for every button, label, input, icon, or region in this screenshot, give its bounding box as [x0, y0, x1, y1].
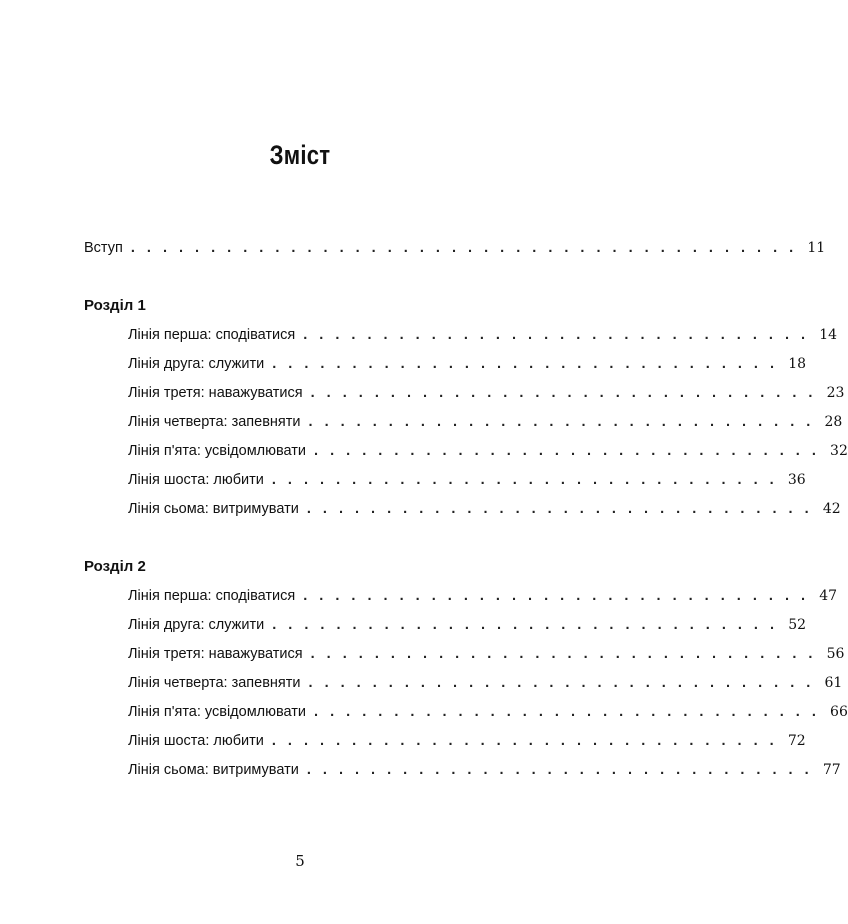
dot-leader: . . . . . . . . . . . . . . . . . . . . . . . . . . . . . . . .	[272, 356, 779, 372]
toc-page-number: 36	[787, 472, 806, 488]
toc-page-number: 61	[824, 675, 843, 691]
toc-page-number: 18	[788, 356, 807, 372]
toc-page-number: 52	[788, 617, 807, 633]
toc-entry[interactable]	[84, 350, 807, 379]
toc-page-number: 72	[787, 733, 806, 749]
dot-leader: . . . . . . . . . . . . . . . . . . . . . . . . . . . . . . . .	[308, 414, 815, 430]
toc-entry-label: Лінія перша: сподіватися	[128, 327, 296, 343]
toc-entry[interactable]	[84, 495, 841, 524]
toc-page-number: 77	[822, 762, 841, 778]
toc-entry-label: Лінія сьома: витримувати	[128, 762, 299, 778]
toc-entry[interactable]	[84, 379, 845, 408]
toc-page-number: 47	[819, 588, 838, 604]
dot-leader: . . . . . . . . . . . . . . . . . . . . . . . . . . . . . . . .	[310, 385, 817, 401]
page-number: 5	[295, 852, 305, 870]
dot-leader: . . . . . . . . . . . . . . . . . . . . . . . . . . . . . . . .	[271, 472, 778, 488]
toc-entry-label: Лінія четверта: запевняти	[128, 414, 301, 430]
toc-intro[interactable]	[84, 234, 826, 263]
toc-page-number: 28	[824, 414, 843, 430]
toc-entry-label: Лінія друга: служити	[128, 356, 265, 372]
toc-entry[interactable]	[84, 727, 806, 756]
table-of-contents	[84, 234, 848, 785]
chapter-heading: Розділ 1	[84, 297, 146, 314]
toc-page-number: 32	[830, 443, 848, 459]
toc-entry-label: Лінія шоста: любити	[128, 733, 264, 749]
dot-leader: . . . . . . . . . . . . . . . . . . . . . . . . . . . . . . . . . . . . . . . . . .	[130, 240, 798, 256]
toc-entry-label: Лінія третя: наважуватися	[128, 385, 303, 401]
dot-leader: . . . . . . . . . . . . . . . . . . . . . . . . . . . . . . . .	[306, 762, 813, 778]
dot-leader: . . . . . . . . . . . . . . . . . . . . . . . . . . . . . . . .	[303, 588, 810, 604]
toc-page-number: 56	[826, 646, 845, 662]
toc-entry[interactable]	[84, 321, 838, 350]
toc-page-number: 42	[822, 501, 841, 517]
dot-leader: . . . . . . . . . . . . . . . . . . . . . . . . . . . . . . . .	[306, 501, 813, 517]
toc-entry[interactable]	[84, 611, 807, 640]
toc-entry[interactable]	[84, 756, 841, 785]
toc-entry[interactable]	[84, 669, 843, 698]
toc-entry-label: Лінія сьома: витримувати	[128, 501, 299, 517]
toc-entry-label: Лінія п'ята: усвідомлювати	[128, 443, 307, 459]
toc-entry-label: Лінія друга: служити	[128, 617, 265, 633]
page-title: Зміст	[269, 140, 331, 170]
toc-entry[interactable]	[84, 466, 806, 495]
toc-page-number: 23	[826, 385, 845, 401]
toc-entry[interactable]	[84, 408, 843, 437]
toc-entry-label: Вступ	[84, 240, 123, 256]
dot-leader: . . . . . . . . . . . . . . . . . . . . . . . . . . . . . . . .	[314, 443, 820, 459]
toc-page-number: 66	[830, 704, 848, 720]
toc-entry-label: Лінія шоста: любити	[128, 472, 264, 488]
toc-entry-label: Лінія п'ята: усвідомлювати	[128, 704, 307, 720]
toc-page-number: 11	[807, 240, 826, 256]
dot-leader: . . . . . . . . . . . . . . . . . . . . . . . . . . . . . . . .	[310, 646, 817, 662]
toc-entry-label: Лінія четверта: запевняти	[128, 675, 301, 691]
dot-leader: . . . . . . . . . . . . . . . . . . . . . . . . . . . . . . . .	[271, 733, 778, 749]
chapter-heading: Розділ 2	[84, 558, 146, 575]
toc-page-number: 14	[819, 327, 838, 343]
toc-entry-label: Лінія третя: наважуватися	[128, 646, 303, 662]
toc-entry[interactable]	[84, 437, 848, 466]
toc-entry[interactable]	[84, 640, 845, 669]
toc-entry[interactable]	[84, 582, 838, 611]
dot-leader: . . . . . . . . . . . . . . . . . . . . . . . . . . . . . . . .	[303, 327, 810, 343]
toc-entry[interactable]	[84, 698, 848, 727]
toc-entry-label: Лінія перша: сподіватися	[128, 588, 296, 604]
dot-leader: . . . . . . . . . . . . . . . . . . . . . . . . . . . . . . . .	[314, 704, 820, 720]
dot-leader: . . . . . . . . . . . . . . . . . . . . . . . . . . . . . . . .	[308, 675, 815, 691]
dot-leader: . . . . . . . . . . . . . . . . . . . . . . . . . . . . . . . .	[272, 617, 779, 633]
